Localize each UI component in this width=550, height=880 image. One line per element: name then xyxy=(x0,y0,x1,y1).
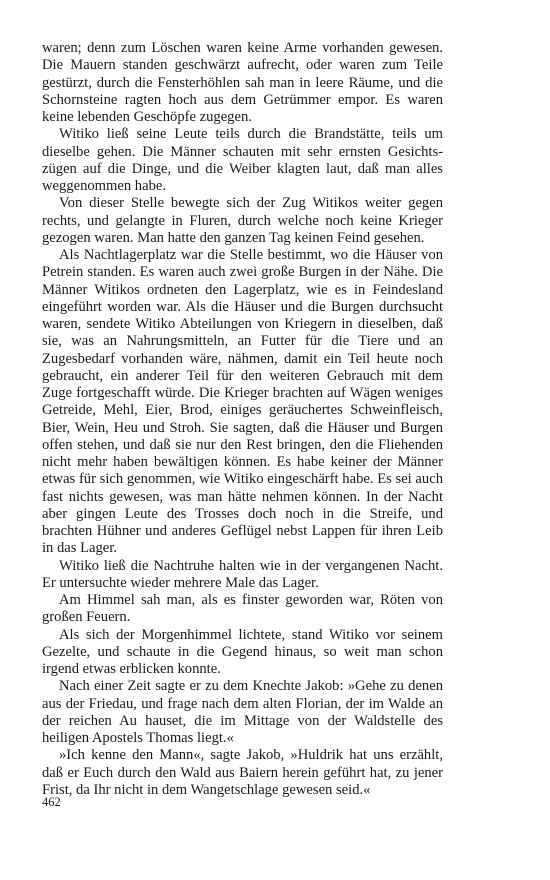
paragraph: Witiko ließ seine Leute teils durch die Brandstätte, teils um dieselbe gehen. Die Männer schauten mit sehr ernsten Gesichtszügen auf die Dinge, und die Weiber klagten laut, daß man alles weggenommen habe. xyxy=(42,126,443,194)
paragraph: Von dieser Stelle bewegte sich der Zug Witikos weiter gegen rechts, und gelangte in Fluren, durch welche noch keine Krieger gezogen waren. Man hatte den ganzen Tag keinen Feind gesehen. xyxy=(42,195,443,246)
paragraph-continued: waren; denn zum Löschen waren keine Arme vorhanden gewesen. Die Mauern standen geschwärzt aufrecht, oder waren zum Teile gestürzt, durch die Fensterhöhlen sah man in leere Räume, und die Schornsteine ragten hoch aus dem Getrümmer empor. Es waren keine lebenden Geschöpfe zugegen. xyxy=(42,40,443,125)
paragraph: »Ich kenne den Mann«, sagte Jakob, »Huldrik hat uns erzählt, daß er Euch durch den Wald aus Baiern herein geführt hat, zu jener Frist, da Ihr nicht in dem Wangetschlage gewesen seid.« xyxy=(42,747,443,798)
paragraph: Witiko ließ die Nachtruhe halten wie in der vergangenen Nacht. Er untersuchte wieder mehrere Male das Lager. xyxy=(42,557,443,591)
page-number: 462 xyxy=(42,795,61,809)
paragraph: Am Himmel sah man, als es finster geworden war, Röten von großen Feuern. xyxy=(42,592,443,626)
paragraph: Als sich der Morgenhimmel lichtete, stand Witiko vor seinem Gezelte, und schaute in die Gegend hinaus, so weit man schon irgend etwas erblicken konnte. xyxy=(42,626,443,677)
paragraph: Nach einer Zeit sagte er zu dem Knechte Jakob: »Gehe zu denen aus der Friedau, und frage nach dem alten Florian, der im Walde an der reichen Au hauset, die im Mittage von der Waldstelle des heiligen Apostels Thomas liegt.« xyxy=(42,678,443,746)
paragraph: Als Nachtlagerplatz war die Stelle bestimmt, wo die Häuser von Petrein standen. Es waren auch zwei große Burgen in der Nähe. Die Männer Witikos ordneten den Lagerplatz, wie es in Feindesland eingeführt worden war. Als die Häuser und die Burgen durchsucht waren, sendete Witiko Abteilungen von Kriegern in dieselben, daß sie, was an Nahrungsmitteln, an Futter für die Tiere und an Zugesbedarf vorhanden wäre, nähmen, damit ein Teil heute noch gebraucht, ein anderer Teil für den weiteren Gebrauch mit dem Zuge fortgeschafft würde. Die Krieger brachten auf Wägen weniges Getreide, Mehl, Eier, Brod, einiges geräuchertes Schweinfleisch, Bier, Wein, Heu und Stroh. Sie sagten, daß die Häuser und Burgen offen stehen, und daß sie nur den Rest bringen, den die Fliehenden nicht mehr haben bewältigen können. Es habe keiner der Männer etwas für sich genommen, wie Witiko eingeschärft habe. Es sei auch fast nichts gewesen, was man hätte nehmen können. In der Nacht aber gingen Leute des Trosses doch noch in die Streife, und brachten Hühner und anderes Geflügel nebst Lappen für ihren Leib in das Lager. xyxy=(42,247,443,557)
body-text xyxy=(42,40,443,799)
